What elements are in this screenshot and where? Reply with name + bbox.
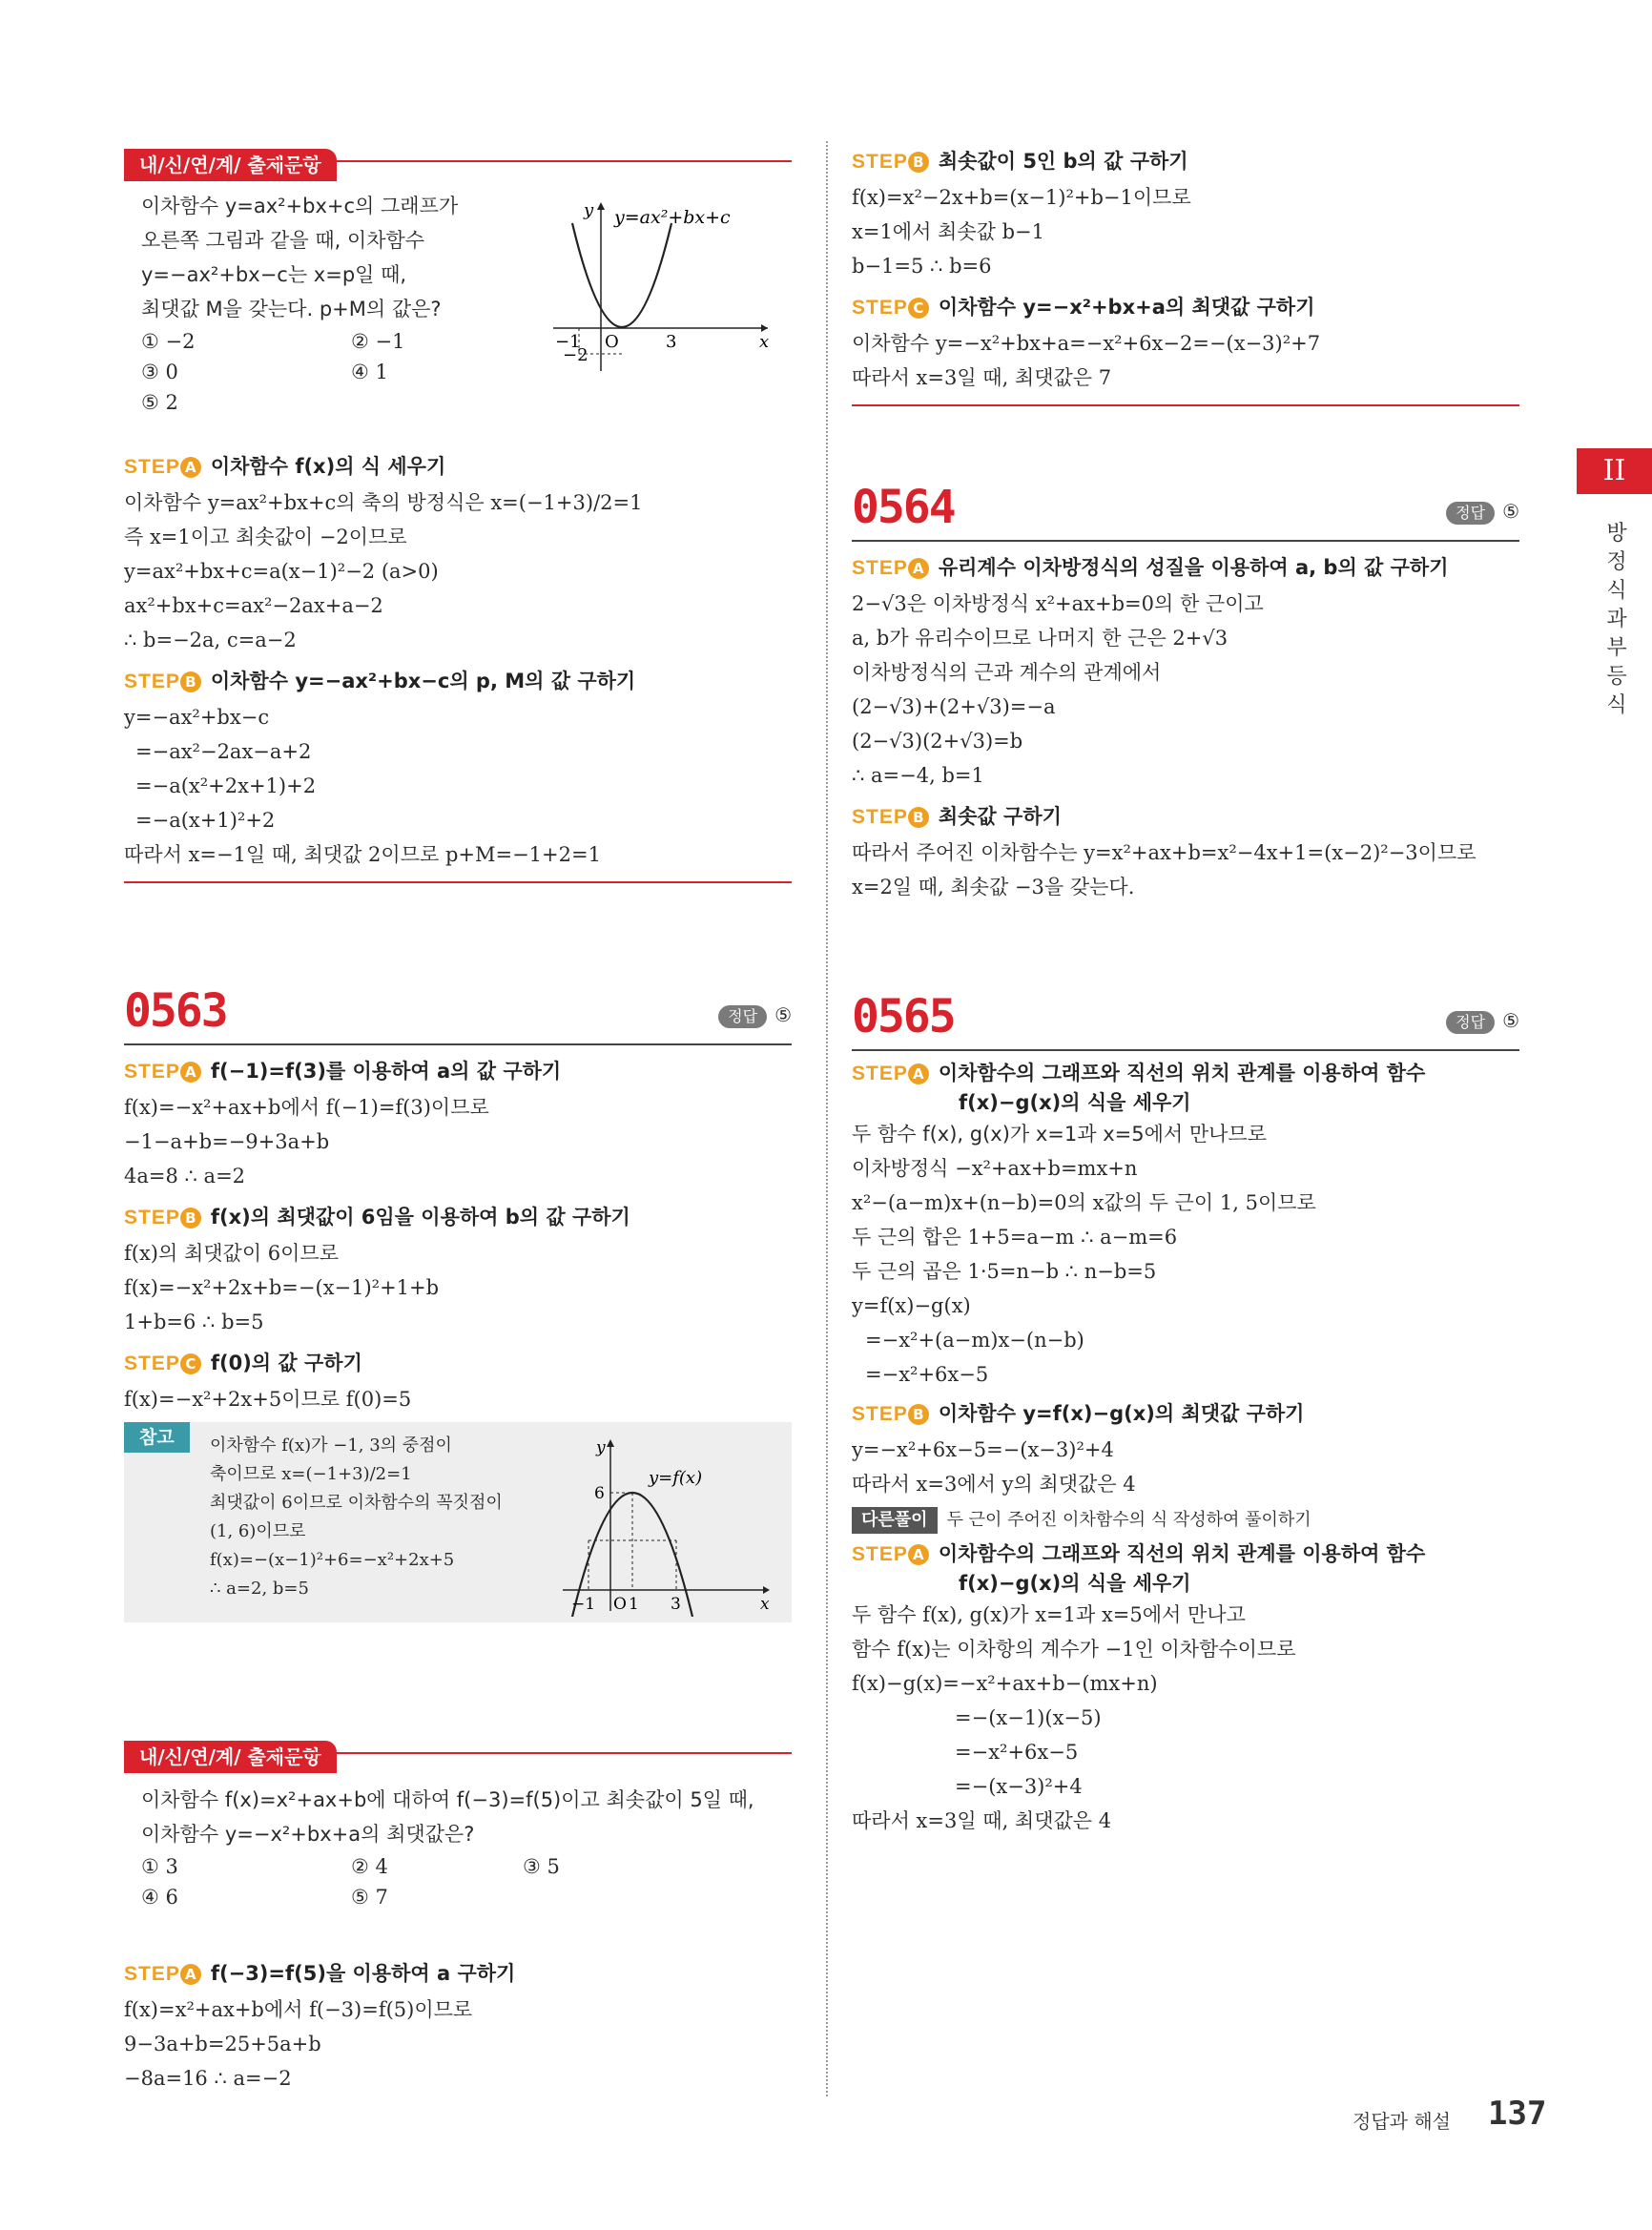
solution-line: 4a=8 ∴ a=2 — [124, 1165, 246, 1187]
problem-1-line: 최댓값 M을 갖는다. p+M의 값은? — [141, 298, 442, 320]
solution-line: x=1에서 최솟값 b−1 — [852, 220, 1044, 243]
problem-0563 — [124, 982, 792, 1622]
solution-line: a, b가 유리수이므로 나머지 한 근은 2+√3 — [852, 627, 1229, 650]
solution-line: x=2일 때, 최솟값 −3을 갖는다. — [852, 876, 1135, 898]
choice[interactable]: ④ 1 — [351, 361, 388, 383]
problem-number: 0565 — [852, 990, 955, 1043]
answer-label: 정답 — [1446, 502, 1495, 525]
choice[interactable]: ② 4 — [351, 1855, 388, 1878]
solution-2 — [124, 1955, 792, 2096]
problem-1 — [124, 149, 792, 418]
solution-line: x²−(a−m)x+(n−b)=0의 x값의 두 근이 1, 5이므로 — [852, 1191, 1316, 1214]
answer-value: ⑤ — [1502, 1009, 1519, 1032]
alternative-solution-header — [852, 1505, 1519, 1536]
solution-line: =−a(x+1)²+2 — [135, 809, 276, 832]
step-a-heading: STEP A 유리계수 이차방정식의 성질을 이용하여 a, b의 값 구하기 — [852, 556, 1449, 579]
problem-number: 0564 — [852, 481, 955, 534]
footer-label: 정답과 해설 — [1353, 2110, 1451, 2133]
note-line: ∴ a=2, b=5 — [210, 1579, 309, 1599]
note-line: 축이므로 x=(−1+3)/2=1 — [210, 1464, 412, 1484]
step-b-heading: STEP B 최솟값이 5인 b의 값 구하기 — [852, 150, 1188, 173]
answer-label: 정답 — [1446, 1011, 1495, 1034]
solution-line: 따라서 주어진 이차함수는 y=x²+ax+b=x²−4x+1=(x−2)²−3이므로 — [852, 841, 1476, 864]
solution-line: 이차방정식의 근과 계수의 관계에서 — [852, 661, 1162, 684]
y-axis-label: y — [584, 200, 594, 220]
solution-line: =−x²+6x−5 — [955, 1741, 1079, 1764]
problem-2 — [124, 1741, 792, 1912]
step-a-heading-cont: f(x)−g(x)의 식을 세우기 — [959, 1091, 1191, 1114]
section-rule — [852, 404, 1519, 406]
curve-label: y=f(x) — [649, 1468, 703, 1488]
step-c-heading: STEP C f(0)의 값 구하기 — [124, 1352, 362, 1374]
column-divider — [826, 141, 828, 2096]
answer — [1446, 500, 1519, 525]
solution-line: 따라서 x=3일 때, 최댓값은 7 — [852, 366, 1112, 389]
solution-line: 두 함수 f(x), g(x)가 x=1과 x=5에서 만나고 — [852, 1603, 1246, 1626]
solution-line: y=−x²+6x−5=−(x−3)²+4 — [852, 1438, 1114, 1461]
solution-line: (2−√3)(2+√3)=b — [852, 730, 1023, 753]
choice[interactable]: ① −2 — [141, 330, 196, 353]
solution-line: y=−ax²+bx−c — [124, 706, 270, 729]
x-axis-label: x — [759, 332, 770, 352]
alternative-label: 다른풀이 — [852, 1507, 938, 1534]
solution-line: f(x)=−x²+ax+b에서 f(−1)=f(3)이므로 — [124, 1096, 489, 1119]
solution-line: 2−√3은 이차방정식 x²+ax+b=0의 한 근이고 — [852, 592, 1264, 615]
solution-line: 두 근의 합은 1+5=a−m ∴ a−m=6 — [852, 1226, 1178, 1249]
note-graph — [558, 1430, 782, 1617]
solution-line: =−(x−3)²+4 — [955, 1775, 1083, 1798]
parabola-curve — [572, 223, 671, 327]
solution-line: f(x)−g(x)=−x²+ax+b−(mx+n) — [852, 1672, 1158, 1695]
solution-line: 따라서 x=3일 때, 최댓값은 4 — [852, 1809, 1112, 1832]
y-axis-label: y — [596, 1438, 606, 1457]
solution-line: 두 함수 f(x), g(x)가 x=1과 x=5에서 만나므로 — [852, 1123, 1267, 1146]
exam-banner-label: 내/신/연/계/ 출제문항 — [124, 149, 337, 181]
solution-line: b−1=5 ∴ b=6 — [852, 255, 992, 278]
x-axis-arrow — [763, 1586, 770, 1594]
solution-line: y=ax²+bx+c=a(x−1)²−2 (a>0) — [124, 560, 439, 583]
tick-label: −1 — [571, 1595, 596, 1614]
step-b-heading: STEP B 이차함수 y=−ax²+bx−c의 p, M의 값 구하기 — [124, 670, 636, 692]
tick-label: 3 — [671, 1595, 681, 1614]
solution-1 — [124, 448, 792, 883]
solution-line: 이차방정식 −x²+ax+b=mx+n — [852, 1157, 1138, 1180]
step-c-heading: STEP C 이차함수 y=−x²+bx+a의 최댓값 구하기 — [852, 296, 1315, 319]
solution-line: =−x²+6x−5 — [865, 1363, 989, 1386]
answer-label: 정답 — [718, 1005, 767, 1028]
solution-line: 두 근의 곱은 1·5=n−b ∴ n−b=5 — [852, 1260, 1157, 1283]
tick-label: O — [613, 1595, 627, 1614]
solution-line: y=f(x)−g(x) — [852, 1294, 971, 1317]
choice[interactable]: ① 3 — [141, 1855, 178, 1878]
step-b-heading: STEP B 최솟값 구하기 — [852, 805, 1062, 828]
note-text — [210, 1432, 503, 1603]
problem-0565 — [852, 988, 1519, 1838]
problem-1-line: 이차함수 y=ax²+bx+c의 그래프가 — [141, 195, 459, 217]
solution-line: ∴ b=−2a, c=a−2 — [124, 629, 297, 651]
problem-2-line: 이차함수 f(x)=x²+ax+b에 대하여 f(−3)=f(5)이고 최솟값이 5일 때, — [141, 1788, 754, 1811]
solution-line: f(x)=x²+ax+b에서 f(−3)=f(5)이므로 — [124, 1998, 473, 2021]
x-axis-arrow — [761, 324, 768, 332]
note-line: (1, 6)이므로 — [210, 1521, 306, 1541]
tick-label: 6 — [594, 1484, 605, 1503]
section-rule — [852, 1049, 1519, 1051]
tick-label: 3 — [666, 332, 677, 352]
tick-label: −2 — [563, 345, 589, 365]
solution-line: =−(x−1)(x−5) — [955, 1706, 1102, 1729]
choice[interactable]: ⑤ 2 — [141, 391, 178, 414]
chapter-title: 방정식과 부등식 — [1606, 522, 1627, 717]
tick-label: −1 — [555, 332, 581, 352]
choice[interactable]: ③ 5 — [523, 1855, 560, 1878]
solution-line: 따라서 x=3에서 y의 최댓값은 4 — [852, 1473, 1136, 1496]
alt-step-a-heading: STEP A 이차함수의 그래프와 직선의 위치 관계를 이용하여 함수 — [852, 1542, 1426, 1565]
tick-label: 1 — [629, 1595, 639, 1614]
section-rule — [852, 540, 1519, 542]
problem-1-line: 오른쪽 그림과 같을 때, 이차함수 — [141, 229, 425, 252]
answer — [718, 1003, 792, 1028]
note-line: 이차함수 f(x)가 −1, 3의 중점이 — [210, 1435, 452, 1456]
solution-line: 이차함수 y=−x²+bx+a=−x²+6x−2=−(x−3)²+7 — [852, 332, 1321, 355]
answer — [1446, 1009, 1519, 1034]
choice[interactable]: ③ 0 — [141, 361, 178, 383]
curve-label: y=ax²+bx+c — [614, 207, 731, 228]
solution-line: ∴ a=−4, b=1 — [852, 764, 984, 787]
step-b-heading: STEP B 이차함수 y=f(x)−g(x)의 최댓값 구하기 — [852, 1402, 1305, 1425]
solution-line: −1−a+b=−9+3a+b — [124, 1130, 330, 1153]
problem-1-graph — [544, 195, 792, 376]
step-a-heading: STEP A f(−3)=f(5)을 이용하여 a 구하기 — [124, 1962, 516, 1985]
solution-line: 따라서 x=−1일 때, 최댓값 2이므로 p+M=−1+2=1 — [124, 843, 601, 866]
solution-line: f(x)=x²−2x+b=(x−1)²+b−1이므로 — [852, 186, 1191, 209]
solution-line: 즉 x=1이고 최솟값이 −2이므로 — [124, 526, 407, 548]
solution-line: 이차함수 y=ax²+bx+c의 축의 방정식은 x=(−1+3)/2=1 — [124, 491, 643, 514]
solution-line: 1+b=6 ∴ b=5 — [124, 1311, 264, 1333]
step-a-heading: STEP A f(−1)=f(3)를 이용하여 a의 값 구하기 — [124, 1060, 562, 1083]
exam-banner — [124, 149, 792, 181]
problem-2-line: 이차함수 y=−x²+bx+a의 최댓값은? — [141, 1823, 475, 1846]
page-number: 137 — [1488, 2095, 1547, 2133]
section-rule — [124, 881, 792, 883]
note-label: 참고 — [124, 1422, 190, 1453]
problem-number: 0563 — [124, 984, 227, 1038]
answer-value: ⑤ — [774, 1003, 792, 1026]
exam-banner-label: 내/신/연/계/ 출제문항 — [124, 1741, 337, 1773]
choice[interactable]: ② −1 — [351, 330, 405, 353]
alternative-title: 두 근이 주어진 이차함수의 식 작성하여 풀이하기 — [946, 1510, 1311, 1530]
solution-line: f(x)=−x²+2x+5이므로 f(0)=5 — [124, 1388, 412, 1411]
solution-line: f(x)=−x²+2x+b=−(x−1)²+1+b — [124, 1276, 440, 1299]
solution-line: 함수 f(x)는 이차항의 계수가 −1인 이차함수이므로 — [852, 1638, 1296, 1661]
note-line: f(x)=−(x−1)²+6=−x²+2x+5 — [210, 1550, 455, 1570]
y-axis-arrow — [607, 1439, 614, 1447]
solution-2-continued — [852, 143, 1519, 406]
solution-line: ax²+bx+c=ax²−2ax+a−2 — [124, 594, 383, 617]
answer-value: ⑤ — [1502, 500, 1519, 523]
step-a-heading: STEP A 이차함수의 그래프와 직선의 위치 관계를 이용하여 함수 — [852, 1062, 1426, 1084]
step-b-heading: STEP B f(x)의 최댓값이 6임을 이용하여 b의 값 구하기 — [124, 1206, 630, 1229]
reference-note — [124, 1422, 792, 1622]
choice[interactable]: ⑤ 7 — [351, 1886, 388, 1909]
problem-0564 — [852, 479, 1519, 904]
problem-2-choices — [141, 1851, 792, 1912]
tick-label: O — [605, 332, 619, 352]
alt-step-a-heading-cont: f(x)−g(x)의 식을 세우기 — [959, 1572, 1191, 1595]
note-line: 최댓값이 6이므로 이차함수의 꼭짓점이 — [210, 1493, 503, 1513]
chapter-tab[interactable]: II — [1577, 448, 1652, 494]
x-axis-label: x — [760, 1595, 770, 1614]
solution-line: =−a(x²+2x+1)+2 — [135, 774, 317, 797]
problem-1-line: y=−ax²+bx−c는 x=p일 때, — [141, 263, 407, 286]
solution-line: f(x)의 최댓값이 6이므로 — [124, 1242, 340, 1265]
solution-line: 9−3a+b=25+5a+b — [124, 2033, 321, 2055]
exam-banner — [124, 1741, 792, 1773]
solution-line: =−x²+(a−m)x−(n−b) — [865, 1329, 1084, 1352]
solution-line: (2−√3)+(2+√3)=−a — [852, 695, 1056, 718]
solution-line: −8a=16 ∴ a=−2 — [124, 2067, 292, 2090]
choice[interactable]: ④ 6 — [141, 1886, 178, 1909]
solution-line: =−ax²−2ax−a+2 — [135, 740, 312, 763]
section-rule — [124, 1043, 792, 1045]
step-a-heading: STEP A 이차함수 f(x)의 식 세우기 — [124, 455, 446, 478]
y-axis-arrow — [597, 202, 605, 210]
